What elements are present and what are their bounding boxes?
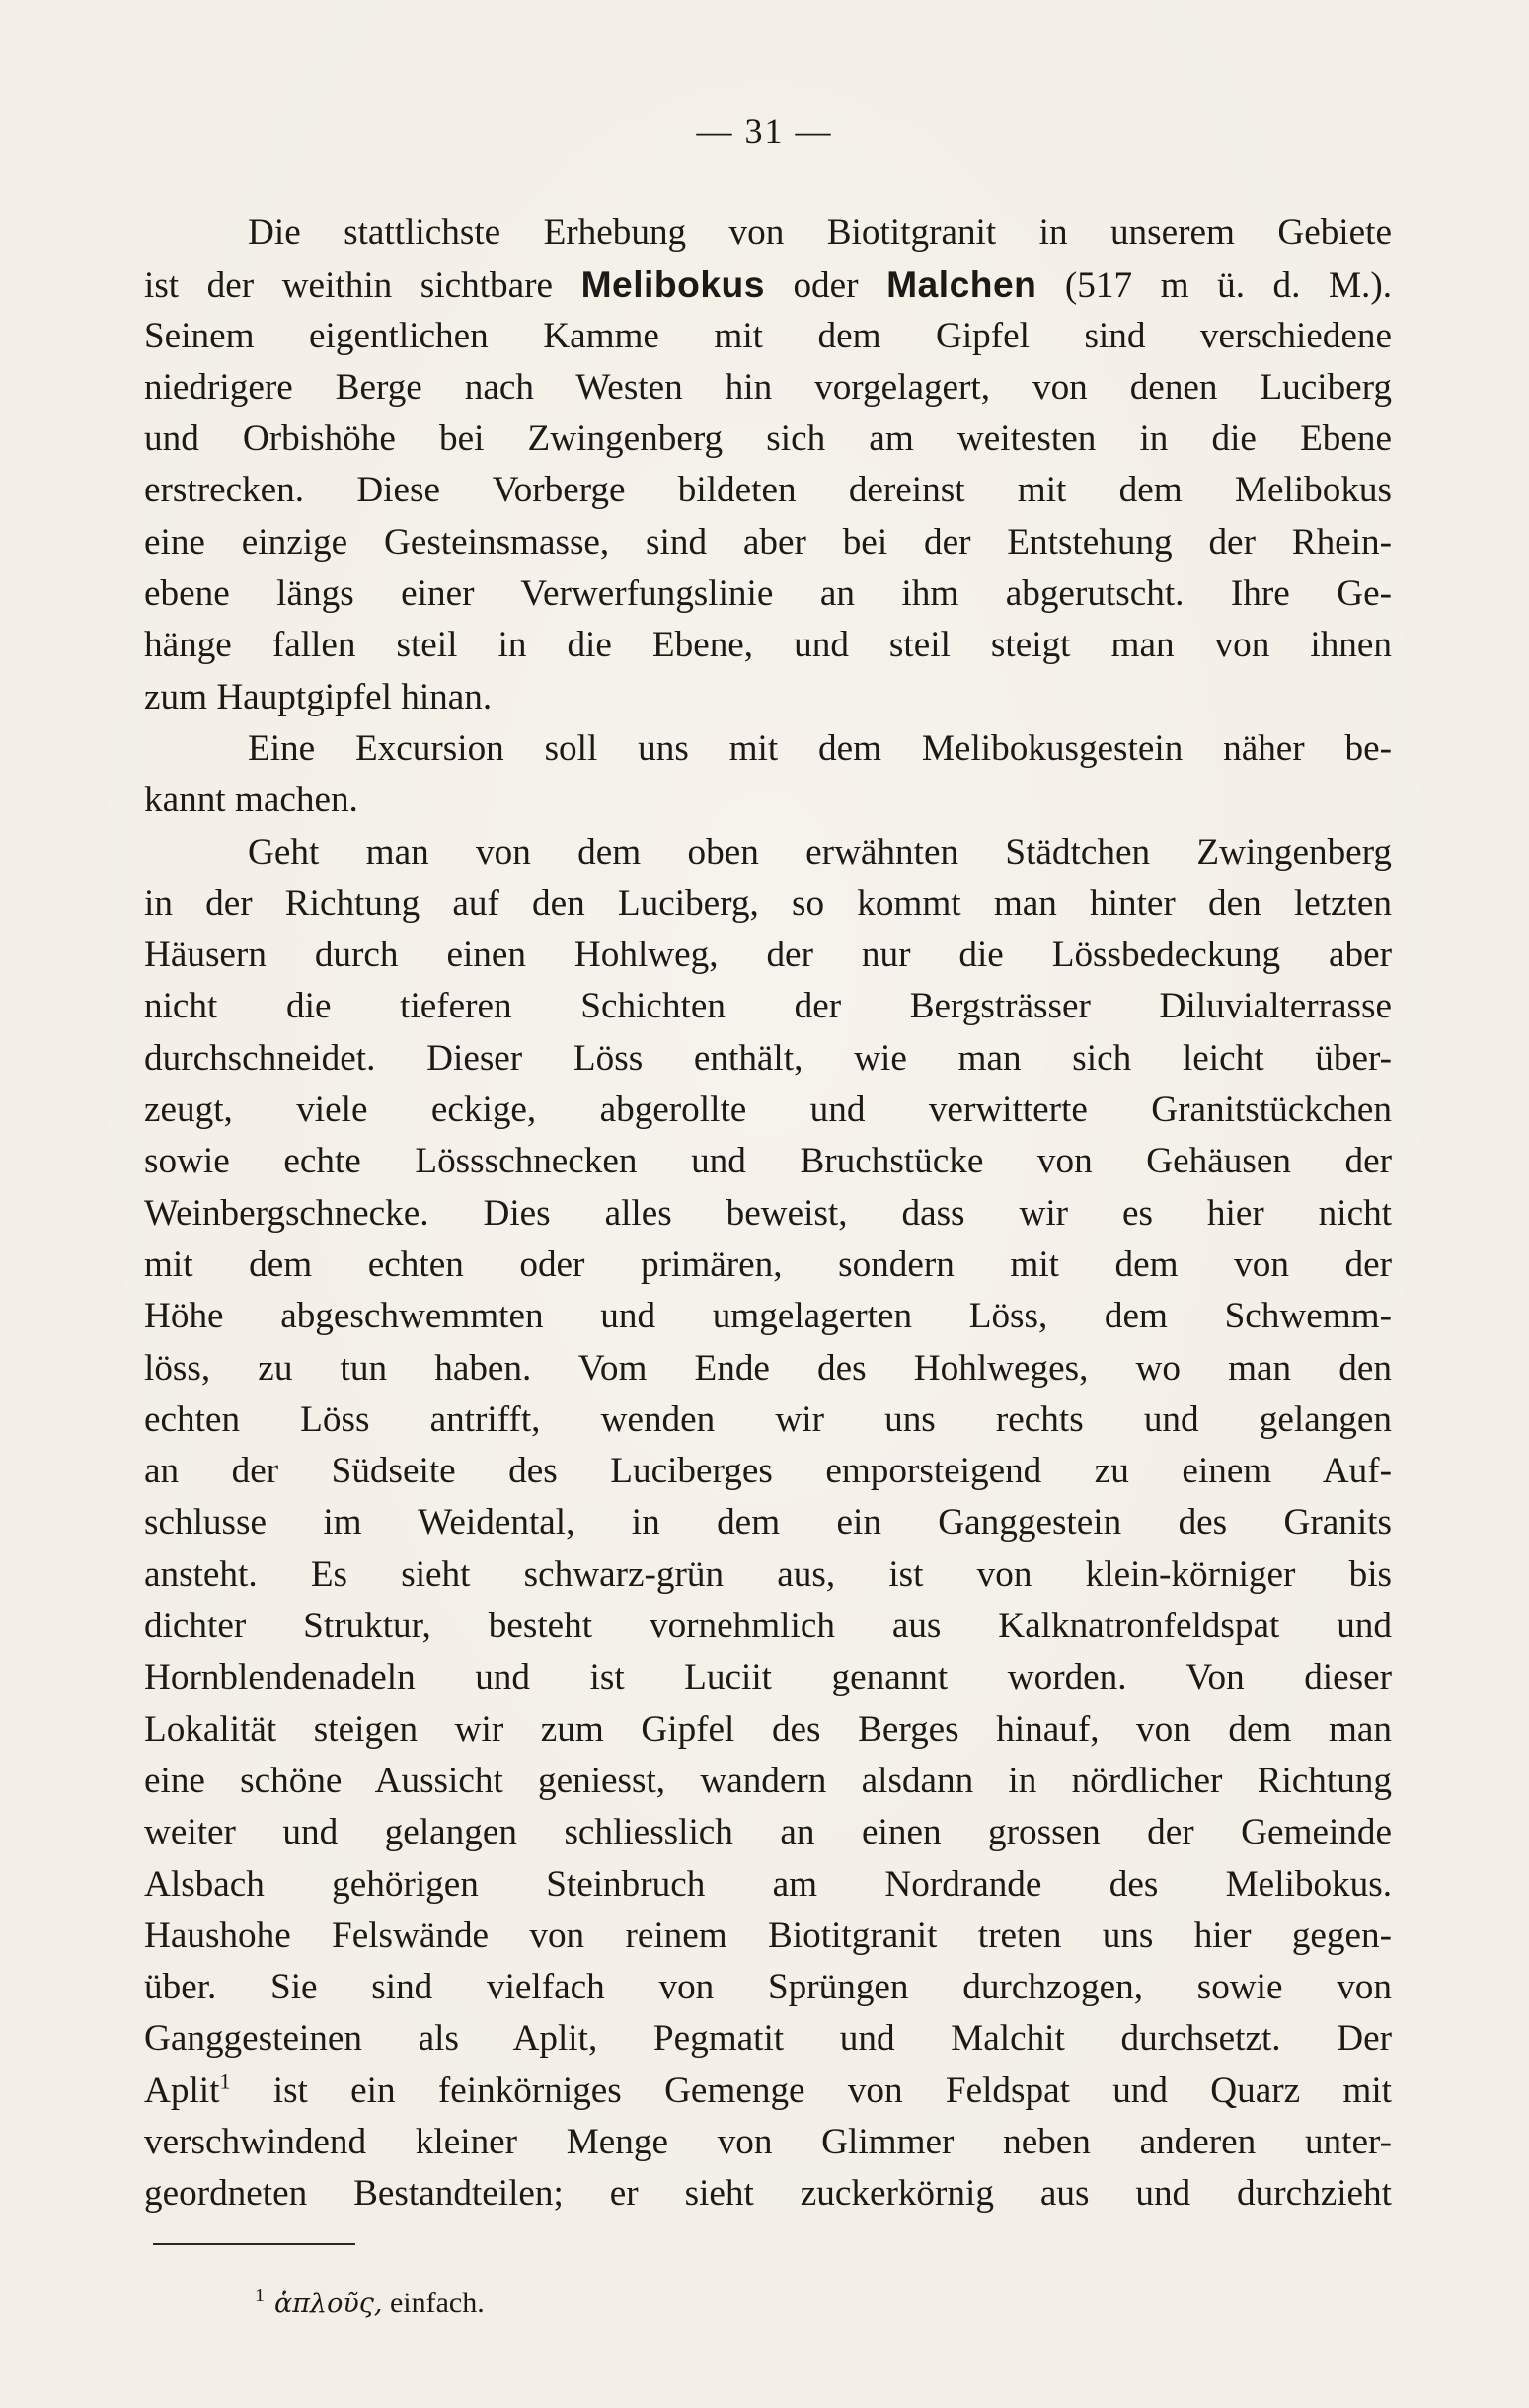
- text-line: mit dem echten oder primären, sondern mit dem von der: [144, 1243, 1392, 1285]
- text-line: ebene längs einer Verwerfungslinie an ihm abgerutscht. Ihre Ge-: [144, 573, 1392, 615]
- text-line: Ganggesteinen als Aplit, Pegmatit und Malchit durchsetzt. Der: [144, 2018, 1392, 2060]
- place-name-malchen: Malchen: [886, 263, 1037, 306]
- footnote-text: einfach.: [389, 2287, 485, 2319]
- text-line: Seinem eigentlichen Kamme mit dem Gipfel sind verschiedene: [144, 315, 1392, 356]
- text-line: erstrecken. Diese Vorberge bildeten dereinst mit dem Melibokus: [144, 470, 1392, 511]
- text-line: Alsbach gehörigen Steinbruch am Nordrande des Melibokus.: [144, 1863, 1392, 1905]
- text-line: Hornblendenadeln und ist Luciit genannt worden. Von dieser: [144, 1657, 1392, 1698]
- text-line: ansteht. Es sieht schwarz-grün aus, ist von klein-körniger bis: [144, 1553, 1392, 1595]
- body-text: [144, 207, 1392, 2220]
- text-line: weiter und gelangen schliesslich an einen grossen der Gemeinde: [144, 1812, 1392, 1853]
- place-name-melibokus: Melibokus: [580, 263, 765, 306]
- text-line: dichter Struktur, besteht vornehmlich aus Kalknatronfeldspat und: [144, 1606, 1392, 1647]
- footnote-greek-word: ἁπλοῦς,: [274, 2289, 383, 2319]
- text-line: zum Hauptgipfel hinan.: [144, 676, 493, 717]
- text-line: echten Löss antrifft, wenden wir uns rechts und gelangen: [144, 1398, 1392, 1440]
- footnote-mark: 1: [255, 2285, 265, 2306]
- text-line: an der Südseite des Luciberges emporsteigend zu einem Auf-: [144, 1451, 1392, 1492]
- text-line: löss, zu tun haben. Vom Ende des Hohlweges, wo man den: [144, 1347, 1392, 1389]
- text-line: in der Richtung auf den Luciberg, so kommt man hinter den letzten: [144, 882, 1392, 924]
- text-line: Aplit$^1$ ist ein feinkörniges Gemenge von Feldspat und Quarz mit: [144, 2069, 1393, 2111]
- text-line: nicht die tieferen Schichten der Bergsträsser Diluvialterrasse: [144, 986, 1392, 1027]
- text-line: Haushohe Felswände von reinem Biotitgranit treten uns hier gegen-: [144, 1915, 1392, 1956]
- text-line: Eine Excursion soll uns mit dem Melibokusgestein näher be-: [248, 727, 1392, 769]
- text-line: Geht man von dem oben erwähnten Städtchen Zwingenberg: [248, 831, 1392, 872]
- text-line: Höhe abgeschwemmten und umgelagerten Löss, dem Schwemm-: [144, 1296, 1392, 1337]
- text-line: eine schöne Aussicht geniesst, wandern alsdann in nördlicher Richtung: [144, 1760, 1392, 1801]
- text-line: hänge fallen steil in die Ebene, und steil steigt man von ihnen: [144, 625, 1392, 666]
- footnote-reference: 1: [219, 2069, 231, 2094]
- text-line: sowie echte Lössschnecken und Bruchstücke von Gehäusen der: [144, 1141, 1392, 1182]
- text-line: kannt machen.: [144, 780, 358, 821]
- text-line: verschwindend kleiner Menge von Glimmer neben anderen unter-: [144, 2121, 1392, 2162]
- footnote: [255, 2287, 485, 2320]
- text-line: ist der weithin sichtbare Melibokus oder Malchen (517 m ü. d. M.).: [144, 263, 1393, 307]
- text-line: und Orbishöhe bei Zwingenberg sich am weitesten in die Ebene: [144, 418, 1392, 460]
- footnote-divider: [153, 2243, 355, 2245]
- text-line: Häusern durch einen Hohlweg, der nur die Lössbedeckung aber: [144, 935, 1392, 976]
- text-line: zeugt, viele eckige, abgerollte und verwitterte Granitstückchen: [144, 1090, 1392, 1131]
- text-line: über. Sie sind vielfach von Sprüngen durchzogen, sowie von: [144, 1967, 1392, 2008]
- text-line: eine einzige Gesteinsmasse, sind aber bei der Entstehung der Rhein-: [144, 521, 1392, 563]
- text-line: Weinbergschnecke. Dies alles beweist, dass wir es hier nicht: [144, 1192, 1392, 1234]
- text-line: geordneten Bestandteilen; er sieht zuckerkörnig aus und durchzieht: [144, 2173, 1392, 2215]
- page-number: — 31 —: [696, 112, 833, 151]
- text-line: Die stattlichste Erhebung von Biotitgranit in unserem Gebiete: [248, 212, 1392, 253]
- text-line: niedrigere Berge nach Westen hin vorgelagert, von denen Luciberg: [144, 366, 1392, 408]
- text-line: Lokalität steigen wir zum Gipfel des Berges hinauf, von dem man: [144, 1708, 1392, 1750]
- text-line: schlusse im Weidental, in dem ein Ganggestein des Granits: [144, 1502, 1392, 1543]
- text-line: durchschneidet. Dieser Löss enthält, wie man sich leicht über-: [144, 1037, 1392, 1079]
